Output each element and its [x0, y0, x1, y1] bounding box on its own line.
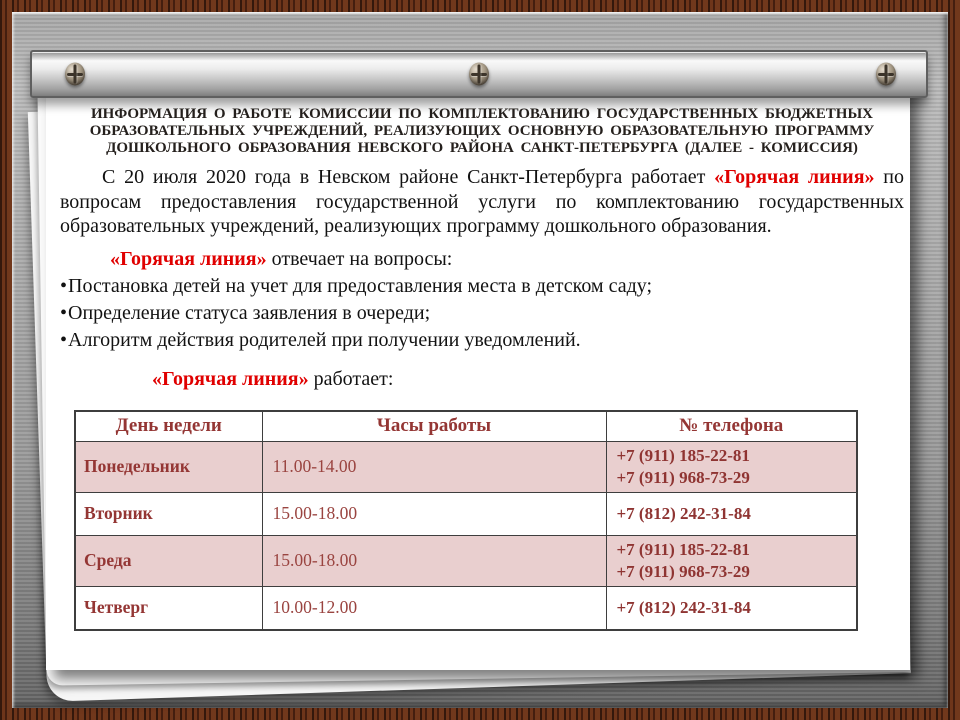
table-header-row	[75, 411, 857, 442]
day-cell: Четверг	[75, 586, 262, 630]
intro-paragraph	[60, 165, 904, 239]
table-row	[75, 441, 857, 492]
screw-icon	[65, 63, 85, 86]
table-row	[75, 535, 857, 586]
bullet-icon: •	[60, 301, 68, 324]
list-item	[60, 327, 904, 354]
screw-icon	[876, 63, 896, 86]
list-item-text: Постановка детей на учет для предоставления места в детском саду;	[68, 274, 653, 297]
day-cell: Вторник	[75, 492, 262, 535]
day-cell: Среда	[75, 535, 262, 586]
list-item	[60, 273, 904, 300]
phone-number: +7 (911) 185-22-81	[616, 539, 750, 559]
column-header-day: День недели	[75, 411, 262, 442]
questions-list	[60, 273, 904, 354]
phone-number: +7 (911) 185-22-81	[616, 445, 750, 465]
bullet-icon: •	[60, 328, 68, 351]
column-header-hours: Часы работы	[262, 411, 606, 442]
hotline-highlight: «Горячая линия»	[110, 247, 267, 270]
page-title: ИНФОРМАЦИЯ О РАБОТЕ КОМИССИИ ПО КОМПЛЕКТОВАНИЮ ГОСУДАРСТВЕННЫХ БЮДЖЕТНЫХ ОБРАЗОВАТЕЛЬНЫХ УЧРЕЖДЕНИЙ, РЕАЛИЗУЮЩИХ ОСНОВНУЮ ОБРАЗОВАТЕЛЬНУЮ ПРОГРАММУ ДОШКОЛЬНОГО ОБРАЗОВАНИЯ НЕВСКОГО РАЙОНА САНКТ-ПЕТЕРБУРГА (ДАЛЕЕ - КОМИССИЯ)	[89, 106, 875, 156]
top-rail	[30, 50, 928, 98]
column-header-phone: № телефона	[606, 411, 857, 442]
intro-text-before: С 20 июля 2020 года в Невском районе Санкт-Петербурга работает	[102, 166, 715, 188]
questions-heading	[60, 246, 904, 273]
metal-frame	[12, 12, 948, 708]
list-item-text: Алгоритм действия родителей при получении уведомлений.	[68, 328, 581, 351]
phone-cell	[606, 492, 857, 535]
phone-cell	[606, 535, 857, 586]
phone-number: +7 (812) 242-31-84	[616, 597, 751, 617]
day-cell: Понедельник	[75, 441, 262, 492]
intro-text-after: по вопросам предоставления государственной услуги по комплектованию государственных образовательных учреждений, реализующих программу дошкольного образования.	[60, 166, 904, 237]
schedule-heading-rest: работает:	[308, 367, 394, 390]
list-item	[60, 300, 904, 327]
hours-cell: 10.00-12.00	[262, 586, 606, 630]
hotline-highlight: «Горячая линия»	[152, 367, 309, 390]
hours-cell: 11.00-14.00	[262, 441, 606, 492]
phone-number: +7 (911) 968-73-29	[616, 561, 750, 581]
phone-cell	[606, 586, 857, 630]
table-row	[75, 586, 857, 630]
phone-number: +7 (812) 242-31-84	[616, 503, 751, 523]
questions-heading-rest: отвечает на вопросы:	[266, 247, 453, 270]
phone-cell	[606, 441, 857, 492]
hours-cell: 15.00-18.00	[262, 492, 606, 535]
hours-cell: 15.00-18.00	[262, 535, 606, 586]
bullet-icon: •	[60, 274, 68, 297]
table-row	[75, 492, 857, 535]
schedule-heading	[60, 366, 904, 393]
schedule-table	[74, 410, 858, 631]
slide-page	[46, 80, 910, 670]
list-item-text: Определение статуса заявления в очереди;	[68, 301, 431, 324]
hotline-highlight: «Горячая линия»	[714, 166, 875, 188]
phone-number: +7 (911) 968-73-29	[616, 467, 750, 487]
screw-icon	[469, 63, 489, 86]
